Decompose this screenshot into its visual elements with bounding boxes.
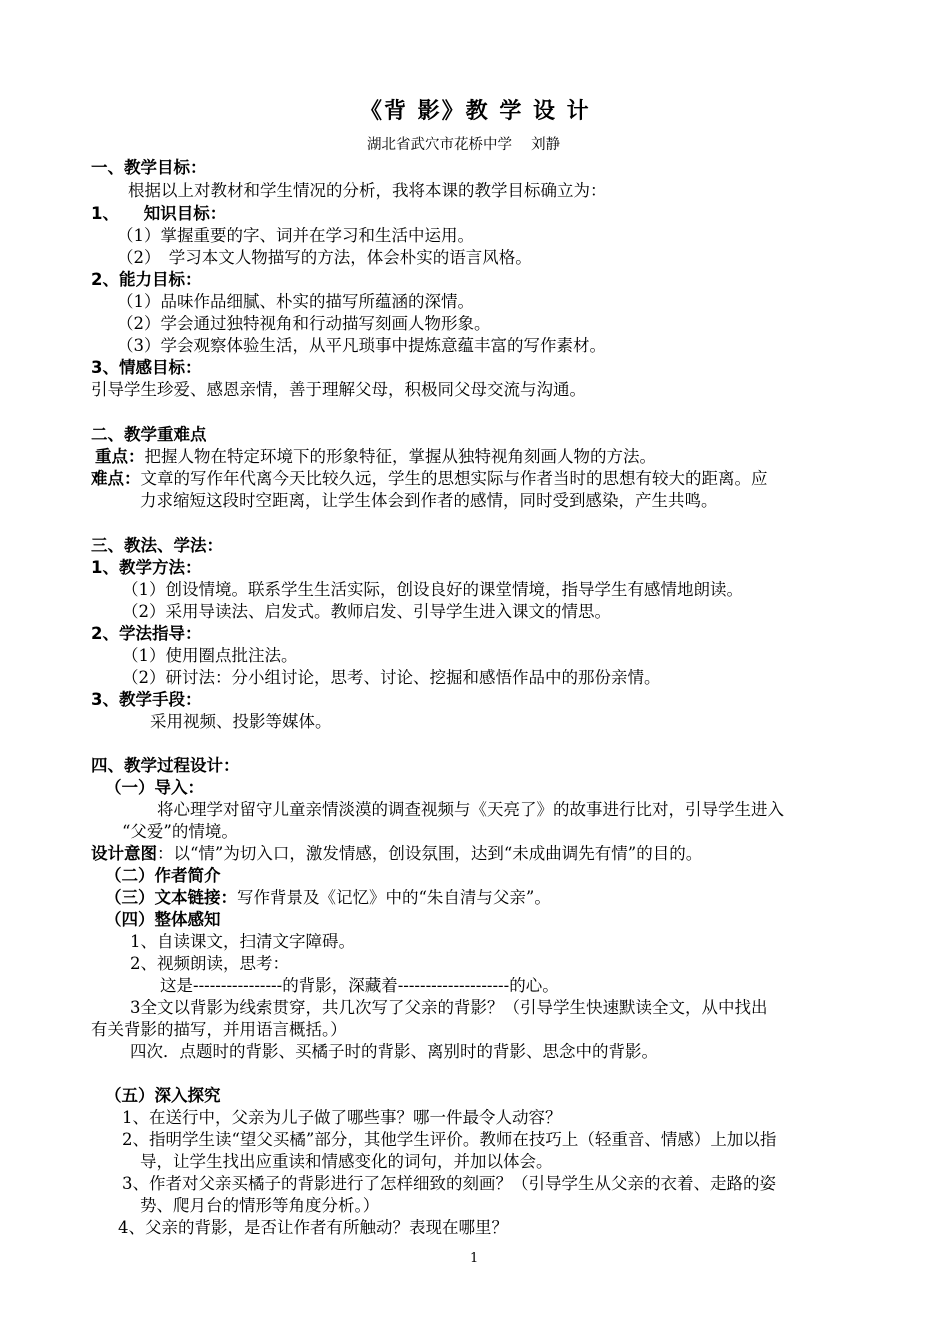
exploration-question: 3、作者对父亲买橘子的背影进行了怎样细致的刻画？（引导学生从父亲的衣着、走路的姿	[122, 1174, 776, 1193]
introduction-text: 将心理学对留守儿童亲情淡漠的调查视频与《天亮了》的故事进行比对，引导学生进入	[157, 800, 784, 819]
teaching-method-item: （2）采用导读法、启发式。教师启发、引导学生进入课文的情思。	[122, 602, 611, 621]
difficult-point-label: 难点：	[91, 469, 141, 488]
emotion-goal-heading: 3、情感目标：	[91, 358, 202, 377]
section-2-heading: 二、教学重难点	[91, 425, 207, 444]
teaching-means-heading: 3、教学手段：	[91, 690, 202, 709]
text-link-text: 写作背景及《记忆》中的“朱自清与父亲”。	[237, 888, 551, 907]
perception-question-cont: 有关背影的描写，并用语言概括。）	[91, 1020, 347, 1039]
key-point-text: 把握人物在特定环境下的形象特征，掌握从独特视角刻画人物的方法。	[144, 447, 656, 466]
deep-exploration-heading: （五）深入探究	[105, 1086, 221, 1105]
perception-question: 3全文以背影为线索贯穿，共几次写了父亲的背影？（引导学生快速默读全文，从中找出	[130, 998, 768, 1017]
emotion-goal-text: 引导学生珍爱、感恩亲情，善于理解父母，积极同父母交流与沟通。	[91, 380, 586, 399]
introduction-text-cont: “父爱”的情境。	[122, 822, 238, 841]
knowledge-goal-item: （1）掌握重要的字、词并在学习和生活中运用。	[117, 226, 474, 245]
key-point-label: 重点：	[95, 447, 145, 466]
difficult-point-text: 文章的写作年代离今天比较久远，学生的思想实际与作者当时的思想有较大的距离。应	[140, 469, 768, 488]
knowledge-goal-heading: 1、 知识目标：	[91, 204, 227, 223]
design-intent-label: 设计意图	[91, 844, 157, 863]
design-intent-text: ：以“情”为切入口，激发情感，创设氛围，达到“未成曲调先有情”的目的。	[157, 844, 703, 863]
text-link-label: （三）文本链接：	[105, 888, 237, 907]
key-point	[95, 446, 656, 468]
exploration-question-cont: 导，让学生找出应重读和情感变化的词句，并加以体会。	[140, 1152, 553, 1171]
learning-method-item: （2）研讨法：分小组讨论，思考、讨论、挖掘和感悟作品中的那份亲情。	[122, 668, 661, 687]
perception-answer: 四次．点题时的背影、买橘子时的背影、离别时的背影、思念中的背影。	[130, 1042, 658, 1061]
author-line: 湖北省武穴市花桥中学 刘静	[367, 137, 561, 153]
fill-in-blank: 这是----------------的背影，深藏着--------------------的心。	[160, 976, 559, 995]
perception-item: 1、自读课文，扫清文字障碍。	[130, 932, 355, 951]
ability-goal-item: （3）学会观察体验生活，从平凡琐事中提炼意蕴丰富的写作素材。	[117, 336, 606, 355]
overall-perception-heading: （四）整体感知	[105, 910, 221, 929]
difficult-point-text-cont: 力求缩短这段时空距离，让学生体会到作者的感情，同时受到感染，产生共鸣。	[140, 491, 718, 510]
learning-method-item: （1）使用圈点批注法。	[122, 646, 298, 665]
teaching-method-heading: 1、教学方法：	[91, 558, 202, 577]
section-1-heading: 一、教学目标：	[91, 158, 207, 177]
document-title: 《背 影》教 学 设 计	[360, 99, 591, 124]
teaching-means-text: 采用视频、投影等媒体。	[150, 712, 332, 731]
ability-goal-item: （2）学会通过独特视角和行动描写刻画人物形象。	[117, 314, 491, 333]
exploration-question: 1、在送行中，父亲为儿子做了哪些事？哪一件最令人动容？	[122, 1108, 562, 1127]
section-1-intro: 根据以上对教材和学生情况的分析，我将本课的教学目标确立为：	[128, 181, 607, 200]
design-intent	[91, 843, 702, 865]
exploration-question: 4、父亲的背影，是否让作者有所触动？表现在哪里？	[118, 1218, 508, 1237]
ability-goal-item: （1）品味作品细腻、朴实的描写所蕴涵的深情。	[117, 292, 474, 311]
page-number: 1	[470, 1251, 479, 1266]
teaching-method-item: （1）创设情境。联系学生生活实际，创设良好的课堂情境，指导学生有感情地朗读。	[122, 580, 743, 599]
knowledge-goal-item: （2） 学习本文人物描写的方法，体会朴实的语言风格。	[117, 248, 532, 267]
introduction-heading: （一）导入：	[105, 778, 204, 797]
perception-item: 2、视频朗读，思考：	[130, 954, 289, 973]
author-intro-heading: （二）作者简介	[105, 866, 221, 885]
text-link	[105, 887, 551, 909]
exploration-question-cont: 势、爬月台的情形等角度分析。）	[140, 1196, 380, 1215]
learning-method-heading: 2、学法指导：	[91, 624, 202, 643]
exploration-question: 2、指明学生读“望父买橘”部分，其他学生评价。教师在技巧上（轻重音、情感）上加以指	[122, 1130, 777, 1149]
section-3-heading: 三、教法、学法：	[91, 536, 223, 555]
difficult-point	[91, 468, 768, 490]
section-4-heading: 四、教学过程设计：	[91, 756, 240, 775]
ability-goal-heading: 2、能力目标：	[91, 270, 202, 289]
